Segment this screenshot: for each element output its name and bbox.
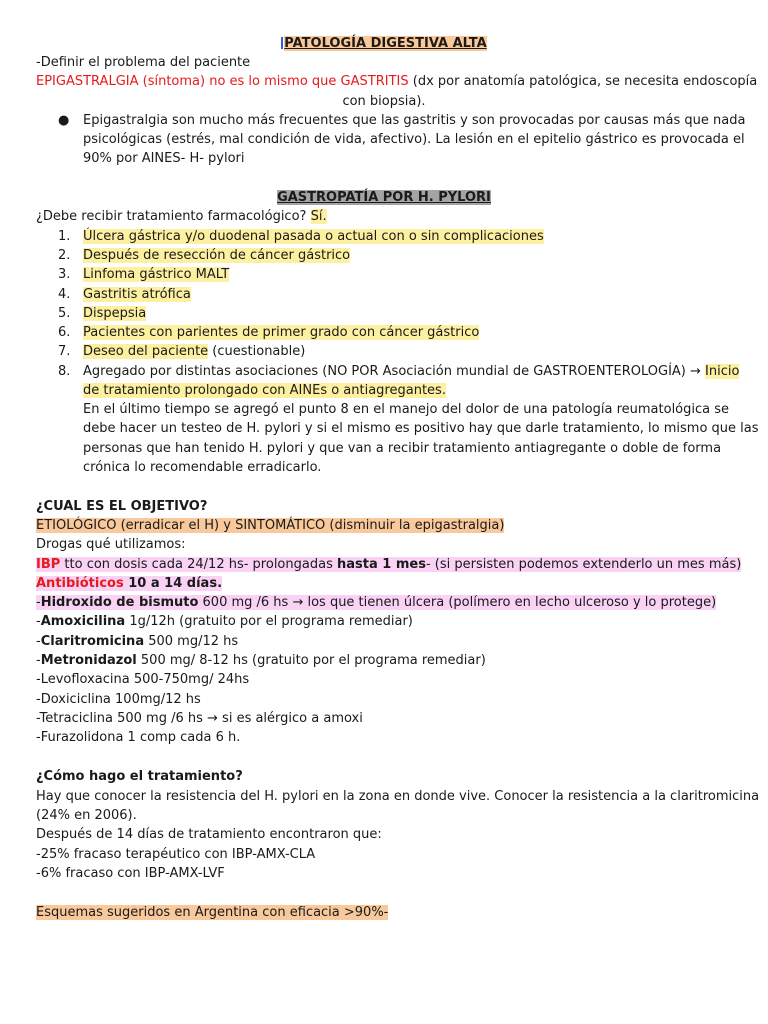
- epigastralgia-line-2: con biopsia).: [342, 94, 426, 109]
- drug-line: -Amoxicilina 1g/12h (gratuito por el programa remediar): [36, 614, 413, 629]
- list-number: 5.: [58, 306, 71, 321]
- paragraph-line: Después de 14 días de tratamiento encontraron que:: [36, 827, 382, 842]
- drug-line: -Tetraciclina 500 mg /6 hs → si es alérgico a amoxi: [36, 711, 363, 726]
- list-item: Linfoma gástrico MALT: [83, 267, 230, 282]
- drug-line: -Doxiciclina 100mg/12 hs: [36, 692, 201, 707]
- objective-line: ETIOLÓGICO (erradicar el H) y SINTOMÁTICO (disminuir la epigastralgia): [36, 518, 505, 533]
- paragraph-line: (24% en 2006).: [36, 808, 137, 823]
- list-number: 6.: [58, 325, 71, 340]
- drugs-intro: Drogas qué utilizamos:: [36, 537, 186, 552]
- antibiotics-line: Antibióticos 10 a 14 días.: [36, 576, 223, 591]
- list-number: 2.: [58, 248, 71, 263]
- list-number: 1.: [58, 229, 71, 244]
- bismuto-line: -Hidroxido de bismuto 600 mg /6 hs → los que tienen úlcera (polímero en lecho ulceroso y lo protege): [36, 595, 717, 610]
- bullet-line: Epigastralgia son mucho más frecuentes que las gastritis y son provocadas por causas más que nada: [83, 113, 746, 128]
- bullet-line: psicológicas (estrés, mal condición de vida, afectivo). La lesión en el epitelio gástrico es provocada el: [83, 132, 745, 147]
- paragraph-line: -6% fracaso con IBP-AMX-LVF: [36, 866, 225, 881]
- list-number: 3.: [58, 267, 71, 282]
- list-item: Deseo del paciente (cuestionable): [83, 344, 306, 359]
- list-item: Gastritis atrófica: [83, 287, 191, 302]
- paragraph-line: personas que han tenido H. pylori y que van a recibir tratamiento antiagregante o doble de forma: [83, 441, 722, 456]
- treatment-heading: ¿Cómo hago el tratamiento?: [36, 769, 243, 784]
- drug-line: -Furazolidona 1 comp cada 6 h.: [36, 730, 241, 745]
- epigastralgia-rest-text: (dx por anatomía patológica, se necesita endoscopía: [408, 74, 758, 89]
- paragraph-line: -25% fracaso terapéutico con IBP-AMX-CLA: [36, 847, 316, 862]
- list-item: Agregado por distintas asociaciones (NO POR Asociación mundial de GASTROENTEROLOGÍA) → Inicio: [83, 364, 740, 379]
- bullet-icon: ●: [58, 113, 70, 128]
- list-item: Pacientes con parientes de primer grado con cáncer gástrico: [83, 325, 480, 340]
- list-item-continuation: de tratamiento prolongado con AINEs o antiagregantes.: [83, 383, 446, 398]
- list-number: 8.: [58, 364, 71, 379]
- define-line: -Definir el problema del paciente: [36, 55, 251, 70]
- ibp-line: IBP tto con dosis cada 24/12 hs- prolongadas hasta 1 mes- (si persisten podemos extenderlo un mes más): [36, 557, 742, 572]
- paragraph-line: debe hacer un testeo de H. pylori y si el mismo es positivo hay que darle tratamiento, lo mismo que las: [83, 421, 759, 436]
- objective-heading: ¿CUAL ES EL OBJETIVO?: [36, 499, 208, 514]
- list-item: Úlcera gástrica y/o duodenal pasada o actual con o sin complicaciones: [83, 229, 544, 244]
- paragraph-line: crónica lo recomendable erradicarlo.: [83, 460, 322, 475]
- section-title-gastropatia: GASTROPATÍA POR H. PYLORI: [277, 190, 491, 205]
- list-item: Dispepsia: [83, 306, 147, 321]
- list-number: 7.: [58, 344, 71, 359]
- schemes-line: Esquemas sugeridos en Argentina con eficacia >90%-: [36, 905, 389, 920]
- drug-line: -Levofloxacina 500-750mg/ 24hs: [36, 672, 250, 687]
- epigastralgia-line: [36, 73, 757, 90]
- treatment-question: ¿Debe recibir tratamiento farmacológico? Sí.: [36, 209, 327, 224]
- list-number: 4.: [58, 287, 71, 302]
- treatment-answer: Sí.: [310, 209, 327, 224]
- paragraph-line: En el último tiempo se agregó el punto 8 en el manejo del dolor de una patología reumatológica se: [83, 402, 730, 417]
- epigastralgia-red-text: EPIGASTRALGIA (síntoma) no es lo mismo que GASTRITIS: [36, 74, 409, 89]
- paragraph-line: Hay que conocer la resistencia del H. pylori en la zona en donde vive. Conocer la resistencia a la claritromicina: [36, 789, 760, 804]
- drug-line: -Claritromicina 500 mg/12 hs: [36, 634, 239, 649]
- bullet-line: 90% por AINES- H- pylori: [83, 151, 245, 166]
- drug-line: -Metronidazol 500 mg/ 8-12 hs (gratuito por el programa remediar): [36, 653, 486, 668]
- text-cursor: [281, 37, 283, 49]
- list-item: Después de resección de cáncer gástrico: [83, 248, 351, 263]
- page-title: PATOLOGÍA DIGESTIVA ALTA: [0, 35, 768, 52]
